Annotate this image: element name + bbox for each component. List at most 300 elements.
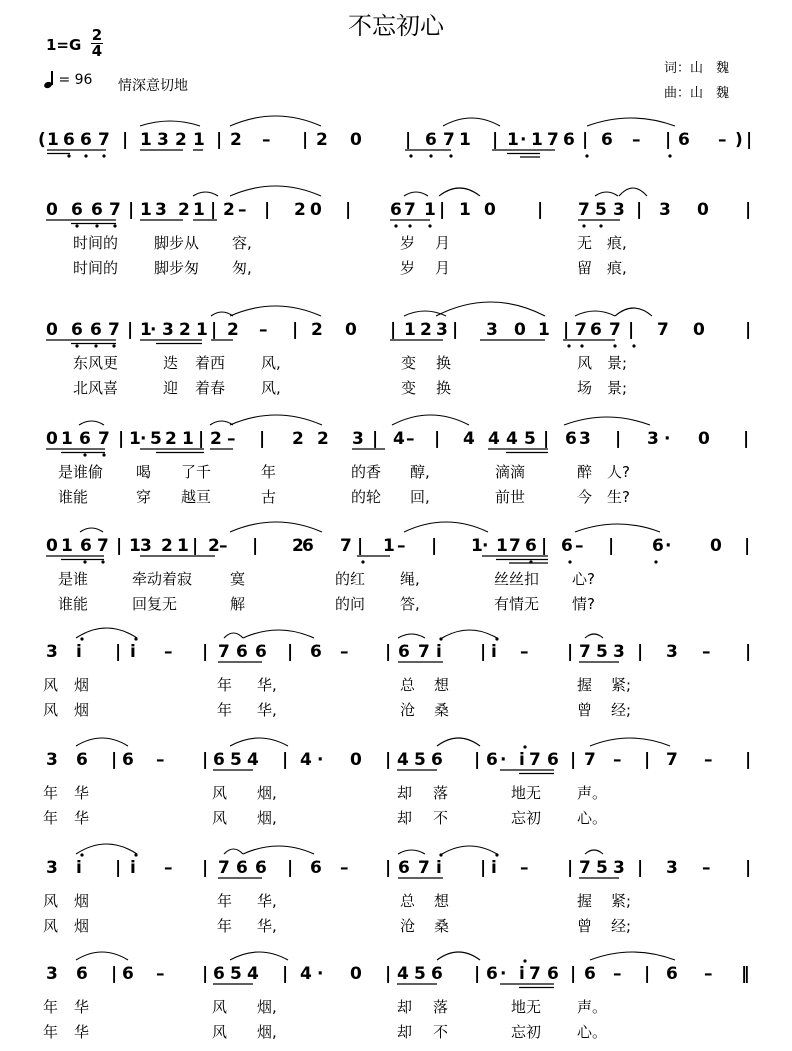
low-octave-dot xyxy=(428,224,431,227)
barline: | xyxy=(127,320,134,340)
lyric-word: 经; xyxy=(611,701,632,719)
low-octave-dot xyxy=(67,154,70,157)
low-octave-dot xyxy=(529,560,532,563)
barline: | xyxy=(582,130,589,150)
lyric-word: 的红 xyxy=(335,570,366,588)
notation-row xyxy=(0,130,792,154)
notation-row xyxy=(0,200,792,224)
note: 6 xyxy=(486,964,498,984)
note: 5 xyxy=(414,964,426,984)
note: 7 xyxy=(218,858,230,878)
lyric-word: 变 xyxy=(401,354,417,372)
lyric-word: 有情无 xyxy=(494,595,540,613)
note: i xyxy=(130,858,136,878)
note: 7 xyxy=(98,429,110,449)
lyric-word: 华, xyxy=(257,701,277,719)
lyric-word: 着西 xyxy=(195,354,226,372)
note: 4 xyxy=(393,429,405,449)
lyric-word: 却 xyxy=(397,1023,413,1041)
lyric-word: 丝丝扣 xyxy=(494,570,540,588)
high-octave-dot xyxy=(495,853,498,856)
low-octave-dot xyxy=(599,224,602,227)
lyric-word: 紧; xyxy=(611,892,632,910)
lyric-word: 滴滴 xyxy=(495,463,526,481)
dash: – xyxy=(397,536,406,556)
tie-slur xyxy=(587,118,675,126)
lyric-word: 解 xyxy=(230,595,246,613)
tie-slur xyxy=(76,628,137,638)
lyric-word: 桑 xyxy=(434,701,450,719)
barline: | xyxy=(644,964,651,984)
lyric-word: 烟 xyxy=(74,676,90,694)
dash: – xyxy=(704,964,713,984)
barline: | xyxy=(637,642,644,662)
barline: | xyxy=(537,200,544,220)
lyric-word: 的轮 xyxy=(351,488,382,506)
low-octave-dot xyxy=(408,224,411,227)
lyric-word: 华 xyxy=(74,809,90,827)
lyric-word: 年 xyxy=(43,784,59,802)
rest: 0 xyxy=(350,750,362,770)
dash: – xyxy=(406,429,415,449)
low-octave-dot xyxy=(632,344,635,347)
note: 3 xyxy=(46,964,58,984)
note: 3 xyxy=(157,130,169,150)
lyric-word: 心。 xyxy=(577,809,608,827)
lyric-word: 风 xyxy=(43,917,59,935)
tie-slur xyxy=(442,630,497,638)
tie-slur xyxy=(193,192,218,196)
note: 6 xyxy=(563,130,575,150)
barline: | xyxy=(570,750,577,770)
note: 6 xyxy=(652,536,664,556)
lyric-word: 华 xyxy=(74,1023,90,1041)
barline: | xyxy=(745,642,752,662)
lyric-word: 沧 xyxy=(400,701,416,719)
lyric-line xyxy=(0,890,792,914)
tie-slur xyxy=(243,630,314,638)
lyric-word: 不 xyxy=(433,1023,449,1041)
barline: | xyxy=(287,858,294,878)
note: 1 xyxy=(182,429,194,449)
barline: | xyxy=(202,858,209,878)
tie-slur xyxy=(615,308,652,316)
tie-slur xyxy=(230,738,288,746)
lyric-line xyxy=(0,782,792,806)
note: 1 xyxy=(129,429,141,449)
lyric-word: 月 xyxy=(435,259,451,277)
note: 6 xyxy=(590,320,602,340)
lyric-word: 今 xyxy=(577,488,593,506)
lyric-word: 风 xyxy=(577,354,593,372)
tie-slur xyxy=(230,522,322,532)
note: 1 xyxy=(496,536,508,556)
song-title: 不忘初心 xyxy=(348,12,444,40)
dash: – xyxy=(520,642,529,662)
note: 7 xyxy=(529,964,541,984)
note: 6 xyxy=(255,858,267,878)
lyric-word: 答, xyxy=(400,595,420,613)
note: 7 xyxy=(218,642,230,662)
note: 6 xyxy=(236,858,248,878)
note: 5 xyxy=(230,750,242,770)
barline: | xyxy=(745,750,752,770)
note: 1 xyxy=(61,429,73,449)
note: 6 xyxy=(525,536,537,556)
lyric-word: 景; xyxy=(607,354,628,372)
lyric-word: 落 xyxy=(433,784,449,802)
lyric-word: 景; xyxy=(607,379,628,397)
tie-slur xyxy=(443,118,500,126)
low-octave-dot xyxy=(580,344,583,347)
note: 4 xyxy=(506,429,518,449)
note: 6 xyxy=(71,320,83,340)
low-octave-dot xyxy=(613,344,616,347)
barline: | xyxy=(115,642,122,662)
lyric-word: 风 xyxy=(43,701,59,719)
lyric-word: 迭 xyxy=(163,354,179,372)
rest: 0 xyxy=(484,200,496,220)
augmentation-dot: · xyxy=(150,320,157,340)
lyric-word: 痕, xyxy=(607,234,627,252)
lyric-line xyxy=(0,1021,792,1045)
barline: | xyxy=(628,320,635,340)
note: 6 xyxy=(63,130,75,150)
lyric-word: 年 xyxy=(43,1023,59,1041)
note: 2 xyxy=(178,200,190,220)
tie-slur xyxy=(230,116,321,126)
notation-row xyxy=(0,536,792,560)
note: 2 xyxy=(317,429,329,449)
note: 3 xyxy=(46,750,58,770)
key-signature: 1=G xyxy=(46,36,82,54)
lyric-word: 声。 xyxy=(577,784,608,802)
lyric-word: 风, xyxy=(261,379,281,397)
note: 6 xyxy=(431,750,443,770)
note: 6 xyxy=(547,750,559,770)
rest: 0 xyxy=(350,130,362,150)
low-octave-dot xyxy=(75,224,78,227)
lyric-word: 变 xyxy=(401,379,417,397)
lyric-word: 谁能 xyxy=(58,595,89,613)
lyric-word: 紧; xyxy=(611,676,632,694)
lyric-word: 绳, xyxy=(400,570,420,588)
bracket: ) xyxy=(735,130,743,150)
lyric-word: 忘初 xyxy=(511,1023,542,1041)
lyric-word: 情? xyxy=(572,595,595,613)
high-octave-dot xyxy=(523,745,526,748)
lyric-word: 风 xyxy=(212,998,228,1016)
tie-slur xyxy=(404,522,488,532)
note: 1 xyxy=(140,200,152,220)
tie-slur xyxy=(80,528,103,532)
note: 1 xyxy=(196,320,208,340)
dash: – xyxy=(340,642,349,662)
note: 6 xyxy=(213,964,225,984)
note: 4 xyxy=(397,964,409,984)
note: 7 xyxy=(579,858,591,878)
tie-slur xyxy=(619,188,647,196)
note: 7 xyxy=(666,750,678,770)
note: i xyxy=(519,964,525,984)
lyric-word: 年 xyxy=(43,809,59,827)
augmentation-dot: · xyxy=(140,429,147,449)
barline: | xyxy=(282,750,289,770)
note: 7 xyxy=(108,320,120,340)
note: 3 xyxy=(666,858,678,878)
dash: – xyxy=(340,858,349,878)
lyric-line xyxy=(0,996,792,1020)
high-octave-dot xyxy=(134,637,137,640)
lyric-word: 曾 xyxy=(577,701,593,719)
note: 1 xyxy=(531,130,543,150)
lyric-line xyxy=(0,377,792,401)
note: 5 xyxy=(524,429,536,449)
note: 6 xyxy=(255,642,267,662)
high-octave-dot xyxy=(439,637,442,640)
notation-row xyxy=(0,642,792,666)
note: 1 xyxy=(177,536,189,556)
high-octave-dot xyxy=(134,853,137,856)
barline: | xyxy=(202,964,209,984)
time-signature-top: 2 xyxy=(91,26,103,44)
barline: ‖ xyxy=(741,964,750,984)
lyric-word: 烟, xyxy=(257,784,277,802)
note: 6 xyxy=(601,130,613,150)
note: 2 xyxy=(175,130,187,150)
dash: – xyxy=(164,858,173,878)
note: 3 xyxy=(162,320,174,340)
lyric-line xyxy=(0,232,792,256)
low-octave-dot xyxy=(75,344,78,347)
note: 6 xyxy=(213,750,225,770)
note: 1 xyxy=(507,130,519,150)
lyric-line xyxy=(0,352,792,376)
barline: | xyxy=(111,964,118,984)
note: 6 xyxy=(666,964,678,984)
lyric-word: 越亘 xyxy=(181,488,212,506)
barline: | xyxy=(405,130,412,150)
tie-slur xyxy=(437,952,480,960)
tie-slur xyxy=(436,302,545,316)
dash: – xyxy=(613,964,622,984)
note: 1 xyxy=(47,130,59,150)
note: 6 xyxy=(398,642,410,662)
lyric-word: 人? xyxy=(607,463,630,481)
tie-slur xyxy=(230,952,288,960)
lyric-line xyxy=(0,593,792,617)
rest: 0 xyxy=(46,429,58,449)
barline: | xyxy=(563,320,570,340)
barline: | xyxy=(744,536,751,556)
barline: | xyxy=(385,858,392,878)
dash: – xyxy=(632,130,641,150)
low-octave-dot xyxy=(83,560,86,563)
barline: | xyxy=(216,130,223,150)
augmentation-dot: · xyxy=(520,130,527,150)
barline: | xyxy=(541,536,548,556)
lyric-word: 风 xyxy=(212,809,228,827)
low-octave-dot xyxy=(102,154,105,157)
lyric-word: 岁 xyxy=(400,234,416,252)
lyric-word: 想 xyxy=(434,676,450,694)
low-octave-dot xyxy=(84,154,87,157)
rest: 0 xyxy=(514,320,526,340)
barline: | xyxy=(636,200,643,220)
lyric-word: 岁 xyxy=(400,259,416,277)
note: 3 xyxy=(647,429,659,449)
tie-slur xyxy=(224,633,243,638)
lyric-word: 是谁偷 xyxy=(58,463,104,481)
lyric-word: 声。 xyxy=(577,998,608,1016)
note: i xyxy=(436,642,442,662)
time-signature-bottom: 4 xyxy=(91,42,103,60)
note: 6 xyxy=(76,750,88,770)
note: i xyxy=(76,858,82,878)
low-octave-dot xyxy=(429,154,432,157)
lyric-line xyxy=(0,568,792,592)
lyric-word: 风 xyxy=(212,784,228,802)
lyric-word: 换 xyxy=(436,354,452,372)
dash: – xyxy=(262,130,271,150)
barline: | xyxy=(480,858,487,878)
note: 6 xyxy=(547,964,559,984)
barline: | xyxy=(259,429,266,449)
lyric-word: 曾 xyxy=(577,917,593,935)
barline: | xyxy=(372,429,379,449)
note: i xyxy=(519,750,525,770)
lyric-word: 醇, xyxy=(410,463,430,481)
lyric-word: 烟 xyxy=(74,892,90,910)
lyric-word: 想 xyxy=(434,892,450,910)
lyric-word: 风, xyxy=(261,354,281,372)
tie-slur xyxy=(595,192,618,196)
note: 6 xyxy=(79,429,91,449)
note: 7 xyxy=(579,642,591,662)
note: 6 xyxy=(584,964,596,984)
note: 7 xyxy=(443,130,455,150)
note: 7 xyxy=(97,536,109,556)
barline: | xyxy=(287,642,294,662)
note: 6 xyxy=(76,964,88,984)
note: 1 xyxy=(61,536,73,556)
lyric-word: 是谁 xyxy=(58,570,89,588)
tie-slur xyxy=(79,421,104,425)
barline: | xyxy=(570,964,577,984)
augmentation-dot: · xyxy=(317,750,324,770)
rest: 0 xyxy=(710,536,722,556)
lyric-word: 东风更 xyxy=(73,354,119,372)
barline: | xyxy=(202,642,209,662)
notation-row xyxy=(0,429,792,453)
note: 1 xyxy=(424,200,436,220)
note: 6 xyxy=(398,858,410,878)
barline: | xyxy=(292,320,299,340)
bracket: ( xyxy=(38,130,46,150)
barline: | xyxy=(665,130,672,150)
lyric-word: 却 xyxy=(397,809,413,827)
barline: | xyxy=(745,200,752,220)
lyric-word: 年 xyxy=(43,998,59,1016)
tempo-value: = 96 xyxy=(58,72,93,88)
barline: | xyxy=(439,200,446,220)
lyric-word: 年 xyxy=(217,676,233,694)
low-octave-dot xyxy=(113,224,116,227)
note: 1 xyxy=(459,200,471,220)
quarter-note-icon xyxy=(44,72,54,88)
note: 6 xyxy=(236,642,248,662)
high-octave-dot xyxy=(523,959,526,962)
tie-slur xyxy=(404,311,446,316)
lyric-word: 时间的 xyxy=(73,259,119,277)
note: 4 xyxy=(397,750,409,770)
dash: – xyxy=(613,750,622,770)
note: 6 xyxy=(678,130,690,150)
note: 7 xyxy=(575,320,587,340)
barline: | xyxy=(390,320,397,340)
lyric-word: 着春 xyxy=(195,379,226,397)
note: 6 xyxy=(431,964,443,984)
note: 6 xyxy=(122,750,134,770)
lyric-word: 寞 xyxy=(230,570,246,588)
note: 3 xyxy=(613,642,625,662)
lyric-word: 忘初 xyxy=(511,809,542,827)
note: 3 xyxy=(46,858,58,878)
note: 1 xyxy=(471,536,483,556)
tempo-marking xyxy=(44,72,92,88)
note: 2 xyxy=(165,429,177,449)
low-octave-dot xyxy=(361,560,364,563)
augmentation-dot: · xyxy=(664,429,671,449)
barline: | xyxy=(434,429,441,449)
tie-slur xyxy=(398,634,425,638)
notation-row xyxy=(0,320,792,344)
lyric-word: 心。 xyxy=(577,1023,608,1041)
dash: – xyxy=(520,858,529,878)
note: 4 xyxy=(488,429,500,449)
note: 5 xyxy=(150,429,162,449)
lyric-line xyxy=(0,699,792,723)
low-octave-dot xyxy=(668,154,671,157)
low-octave-dot xyxy=(582,224,585,227)
note: 3 xyxy=(155,200,167,220)
note: 7 xyxy=(547,130,559,150)
rest: 0 xyxy=(698,429,710,449)
note: 7 xyxy=(578,200,590,220)
dash: – xyxy=(227,429,236,449)
lyric-word: 不 xyxy=(433,809,449,827)
low-octave-dot xyxy=(94,344,97,347)
lyric-word: 古 xyxy=(261,488,277,506)
barline: | xyxy=(282,964,289,984)
barline: | xyxy=(385,642,392,662)
time-signature xyxy=(90,28,104,59)
barline: | xyxy=(198,429,205,449)
barline: | xyxy=(111,750,118,770)
low-octave-dot xyxy=(585,154,588,157)
note: i xyxy=(491,858,497,878)
note: i xyxy=(130,642,136,662)
lyric-word: 穿 xyxy=(136,488,152,506)
barline: | xyxy=(567,858,574,878)
note: 1 xyxy=(129,536,141,556)
note: 5 xyxy=(595,200,607,220)
lyric-line xyxy=(0,486,792,510)
barline: | xyxy=(637,858,644,878)
tie-slur xyxy=(243,846,314,854)
lyric-word: 总 xyxy=(400,676,416,694)
note: 6 xyxy=(90,320,102,340)
